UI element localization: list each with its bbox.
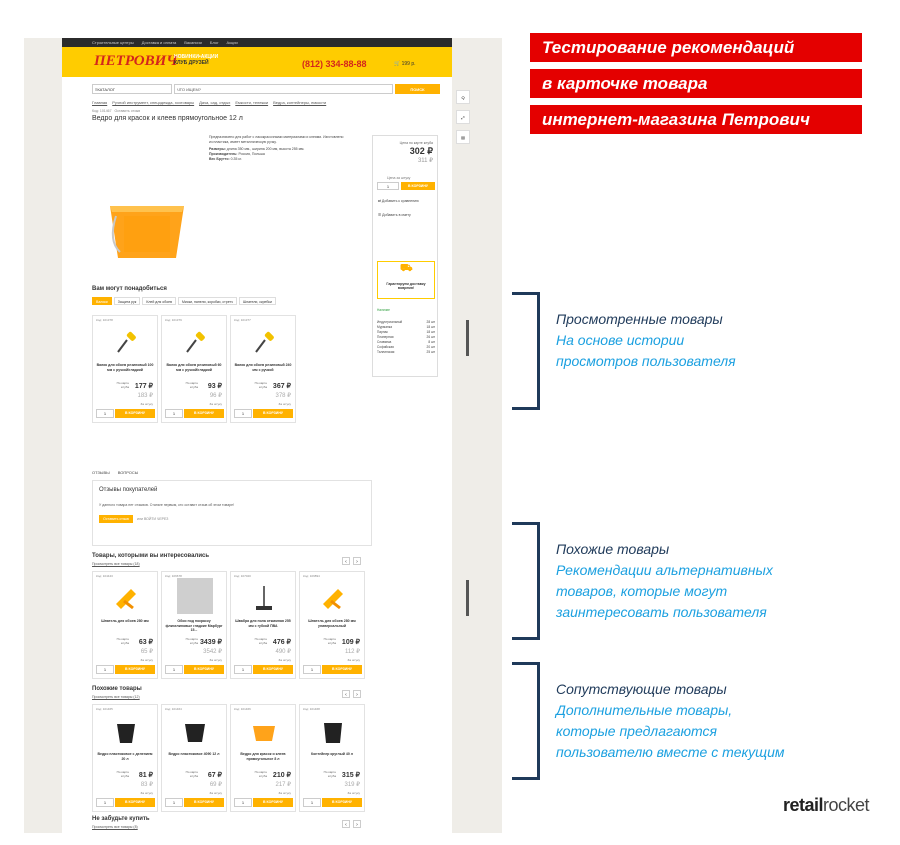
tab-glue[interactable]: Клей для обоев bbox=[142, 297, 176, 305]
card-code: Код: 101378 bbox=[96, 318, 113, 322]
card-old-price: 183 ₽ bbox=[137, 393, 153, 399]
callout-title: Похожие товары bbox=[556, 541, 670, 557]
card-club-label: По карте клуба bbox=[185, 770, 198, 778]
prev-arrow-icon[interactable]: ‹ bbox=[342, 690, 350, 698]
spatula-image[interactable] bbox=[320, 586, 346, 612]
social-login-link[interactable]: ВОЙТИ ЧЕРЕЗ bbox=[143, 517, 169, 521]
card-club-label: По карте клуба bbox=[185, 637, 198, 645]
search-row bbox=[92, 84, 440, 94]
reviews-title: Отзывы покупателей bbox=[99, 487, 158, 493]
quantity-stepper[interactable]: 1 bbox=[234, 409, 252, 418]
callout-title: Сопутствующие товары bbox=[556, 681, 727, 697]
add-to-cart-button[interactable]: В КОРЗИНУ bbox=[322, 798, 362, 807]
promo-club[interactable]: КЛУБ ДРУЗЕЙ bbox=[174, 60, 209, 66]
tab-boxes[interactable]: Миски, панели, коробки, стретч bbox=[178, 297, 237, 305]
bucket-image[interactable] bbox=[182, 719, 208, 745]
print-button[interactable]: Q bbox=[456, 90, 470, 104]
card-unit: За штуку bbox=[209, 791, 222, 795]
breadcrumb-item[interactable]: Ручной инструмент, спецодежда, хозтовары bbox=[112, 100, 195, 105]
top-bar bbox=[62, 38, 452, 47]
card-price: 81 ₽ bbox=[138, 772, 153, 779]
card-club-label: По карте клуба bbox=[116, 770, 129, 778]
store-name: Славянка bbox=[377, 340, 392, 344]
quantity-stepper[interactable]: 1 bbox=[165, 665, 183, 674]
card-price: 367 ₽ bbox=[272, 383, 291, 390]
forget-title: Не забудьте купить bbox=[92, 816, 150, 822]
delivery-guarantee bbox=[377, 261, 435, 299]
side-utility-bar bbox=[456, 90, 470, 150]
headline-line: интернет-магазина Петрович bbox=[530, 105, 862, 134]
product-card[interactable] bbox=[230, 704, 296, 812]
callout-desc: Дополнительные товары, bbox=[556, 702, 733, 718]
add-to-cart-button[interactable]: В КОРЗИНУ bbox=[253, 409, 293, 418]
tab-questions[interactable]: ВОПРОСЫ bbox=[117, 470, 139, 475]
search-input[interactable]: ЧТО ИЩЕМ? bbox=[174, 84, 393, 94]
store-name: Софийская bbox=[377, 345, 394, 349]
card-price: 315 ₽ bbox=[341, 772, 360, 779]
wallpaper-image[interactable] bbox=[170, 578, 220, 614]
card-name[interactable]: Контейнер круглый 40 л bbox=[311, 752, 353, 756]
card-club-label: По карте клуба bbox=[185, 381, 198, 389]
availability-table bbox=[377, 308, 435, 355]
callout-desc: Рекомендации альтернативных bbox=[556, 562, 773, 578]
site-header bbox=[62, 47, 452, 77]
store-qty: 8 шт bbox=[428, 340, 435, 344]
card-code: Код: 101466 bbox=[234, 707, 251, 711]
add-to-cart-button[interactable]: В КОРЗИНУ bbox=[253, 665, 293, 674]
product-code bbox=[92, 109, 140, 113]
card-unit: За штуку bbox=[209, 658, 222, 662]
card-name[interactable]: Швабра для пола отжимная 255 мм с губкой ПВА bbox=[235, 619, 291, 628]
card-club-label: По карте клуба bbox=[116, 381, 129, 389]
next-arrow-icon[interactable]: › bbox=[353, 690, 361, 698]
card-name[interactable]: Ведро для красок и клеев прямоугольное 8 л bbox=[240, 752, 286, 761]
estimate-label: Добавить в смету bbox=[382, 213, 411, 217]
card-club-label: По карте клуба bbox=[254, 381, 267, 389]
store-name: Мурманка bbox=[377, 325, 392, 329]
topbar-link[interactable]: Вакансии bbox=[184, 40, 202, 45]
card-club-label: По карте клуба bbox=[323, 637, 336, 645]
card-code: Код: 106678 bbox=[165, 574, 182, 578]
forget-arrows bbox=[342, 820, 361, 828]
topbar-link[interactable]: Доставка и оплата bbox=[141, 40, 177, 45]
card-club-label: По карте клуба bbox=[254, 770, 267, 778]
reviews-box bbox=[92, 480, 372, 546]
card-code: Код: 101468 bbox=[303, 707, 320, 711]
review-link[interactable]: Оставить отзыв bbox=[114, 109, 141, 113]
card-price: 93 ₽ bbox=[207, 383, 222, 390]
page-title: Ведро для красок и клеев прямоугольное 12 л bbox=[92, 115, 243, 122]
site-logo[interactable]: ПЕТРОВИЧ bbox=[94, 53, 178, 69]
card-unit: За штуку bbox=[278, 402, 291, 406]
phone-number: (812) 334-88-88 bbox=[302, 59, 367, 69]
expand-icon[interactable]: ⤢ bbox=[456, 110, 470, 124]
quantity-stepper[interactable]: 1 bbox=[165, 409, 183, 418]
callout-desc: заинтересовать пользователя bbox=[556, 604, 767, 620]
card-price: 210 ₽ bbox=[272, 772, 291, 779]
card-unit: За штуку bbox=[278, 658, 291, 662]
login-option bbox=[137, 517, 168, 521]
product-card[interactable] bbox=[230, 571, 296, 679]
card-old-price: 490 ₽ bbox=[275, 649, 291, 655]
truck-icon: ⛟ bbox=[400, 263, 413, 274]
card-code: Код: 101465 bbox=[96, 707, 113, 711]
next-arrow-icon[interactable]: › bbox=[353, 820, 361, 828]
forget-all-link[interactable]: Просмотреть все товары (8) bbox=[92, 825, 138, 829]
or-label: или bbox=[137, 517, 143, 521]
callout-title: Просмотренные товары bbox=[556, 311, 723, 327]
cart-total-value: 199 р. bbox=[401, 61, 416, 67]
card-unit: За штуку bbox=[278, 791, 291, 795]
quantity-stepper[interactable]: 1 bbox=[96, 665, 114, 674]
add-to-cart-button[interactable]: В КОРЗИНУ bbox=[322, 665, 362, 674]
add-to-cart-button[interactable]: В КОРЗИНУ bbox=[184, 798, 224, 807]
card-price: 476 ₽ bbox=[272, 639, 291, 646]
similar-title: Похожие товары bbox=[92, 686, 142, 692]
quantity-stepper[interactable]: 1 bbox=[377, 182, 399, 190]
spatula-image[interactable] bbox=[113, 586, 139, 612]
card-code: Код: 101464 bbox=[165, 707, 182, 711]
store-name: Таллинская bbox=[377, 350, 395, 354]
bracket-related bbox=[512, 662, 540, 780]
card-club-label: По карте клуба bbox=[254, 637, 267, 645]
card-old-price: 65 ₽ bbox=[140, 649, 153, 655]
store-qty: 26 шт bbox=[426, 335, 435, 339]
headline-line: в карточке товара bbox=[530, 69, 862, 98]
card-unit: За штуку bbox=[140, 402, 153, 406]
card-code: Код: 107020 bbox=[234, 574, 251, 578]
viewed-all-link[interactable]: Просмотреть все товары (18) bbox=[92, 562, 140, 566]
store-name: Планерная bbox=[377, 335, 394, 339]
spec-maker-label: Производитель: bbox=[209, 152, 238, 156]
store-qty: 28 шт bbox=[426, 320, 435, 324]
breadcrumb-item[interactable]: Емкости, тележки bbox=[235, 100, 269, 105]
card-unit: За штуку bbox=[140, 791, 153, 795]
viewed-arrows bbox=[342, 557, 361, 565]
compare-icon: ⇄ bbox=[378, 199, 381, 203]
store-name: Парнас bbox=[377, 330, 388, 334]
catalog-label: КАТАЛОГ bbox=[97, 86, 115, 92]
card-name[interactable]: Валик для обоев резиновый 100 мм с ручкой/гладкий bbox=[96, 363, 154, 372]
store-qty: 25 шт bbox=[426, 350, 435, 354]
card-old-price: 3542 ₽ bbox=[203, 649, 222, 655]
product-page bbox=[62, 38, 452, 833]
scrollbar-thumb[interactable] bbox=[466, 320, 469, 356]
card-price: 177 ₽ bbox=[134, 383, 153, 390]
card-code: Код: 109894 bbox=[303, 574, 320, 578]
card-price: 3439 ₽ bbox=[200, 639, 222, 646]
roller-image[interactable] bbox=[182, 330, 208, 356]
bucket-image[interactable] bbox=[320, 719, 346, 745]
card-name[interactable]: Шпатель для обоев 280 мм универсальный bbox=[308, 619, 356, 628]
quantity-stepper[interactable]: 1 bbox=[234, 665, 252, 674]
product-image[interactable] bbox=[102, 186, 192, 266]
callout-similar bbox=[556, 539, 773, 623]
card-old-price: 69 ₽ bbox=[209, 782, 222, 788]
product-card[interactable] bbox=[161, 315, 227, 423]
promo-new[interactable]: НОВИНКИ bbox=[174, 54, 199, 60]
card-unit: За штуку bbox=[347, 791, 360, 795]
cart-icon: 🛒 bbox=[394, 61, 401, 67]
club-price: 302 ₽ bbox=[409, 146, 433, 156]
need-cards bbox=[92, 315, 296, 423]
callout-related bbox=[556, 679, 784, 763]
add-to-cart-button[interactable]: В КОРЗИНУ bbox=[115, 798, 155, 807]
estimate-link[interactable] bbox=[378, 213, 411, 217]
logo-bold: retail bbox=[783, 795, 824, 815]
bracket-viewed bbox=[512, 292, 540, 410]
product-code-value: Код: 101467 bbox=[92, 109, 112, 113]
reviews-empty: У данного товара нет отзывов. Станьте первым, кто оставит отзыв об этом товаре! bbox=[99, 503, 235, 507]
quantity-stepper[interactable]: 1 bbox=[303, 798, 321, 807]
callout-viewed bbox=[556, 309, 736, 372]
cart-total[interactable] bbox=[394, 61, 416, 67]
tab-spatulas[interactable]: Шпатели, скребки bbox=[239, 297, 276, 305]
spec-size: длина 350 мм., ширина 200 мм, высота 255 мм. bbox=[226, 147, 305, 151]
viewed-cards bbox=[92, 571, 365, 679]
store-row bbox=[377, 350, 435, 355]
card-name[interactable]: Ведро пластиковое с делением 20 л bbox=[97, 752, 153, 761]
quantity-stepper[interactable]: 1 bbox=[96, 798, 114, 807]
quantity-stepper[interactable]: 1 bbox=[96, 409, 114, 418]
card-code: Код: 101379 bbox=[165, 318, 182, 322]
viewed-title: Товары, которыми вы интересовались bbox=[92, 553, 210, 559]
card-price: 109 ₽ bbox=[341, 639, 360, 646]
product-card[interactable] bbox=[230, 315, 296, 423]
logo-light: rocket bbox=[823, 795, 870, 815]
callout-desc: пользователю вместе с текущим bbox=[556, 744, 785, 760]
card-old-price: 83 ₽ bbox=[140, 782, 153, 788]
bucket-image[interactable] bbox=[113, 719, 139, 745]
next-arrow-icon[interactable]: › bbox=[353, 557, 361, 565]
headline-line: Тестирование рекомендаций bbox=[530, 33, 862, 62]
callout-desc: На основе истории bbox=[556, 332, 685, 348]
add-to-cart-button[interactable]: В КОРЗИНУ bbox=[115, 665, 155, 674]
club-price-label: Цена по карте клуба bbox=[399, 141, 433, 145]
tab-reviews[interactable]: ОТЗЫВЫ bbox=[92, 470, 110, 475]
promo-sales[interactable]: АКЦИИ bbox=[200, 54, 219, 60]
breadcrumb-item[interactable]: Ведра, контейнеры, емкости bbox=[273, 100, 327, 105]
similar-all-link[interactable]: Просмотреть все товары (12) bbox=[92, 695, 140, 699]
add-to-cart-button[interactable]: В КОРЗИНУ bbox=[401, 182, 435, 190]
product-card[interactable] bbox=[92, 704, 158, 812]
add-to-cart-button[interactable]: В КОРЗИНУ bbox=[253, 798, 293, 807]
card-name[interactable]: Шпатель для обоев 280 мм bbox=[101, 619, 149, 623]
retailrocket-logo bbox=[783, 795, 869, 816]
card-name[interactable]: Валик для обоев резиновый 60 мм с ручкой/гладкий bbox=[166, 363, 222, 372]
store-qty: 18 шт bbox=[426, 325, 435, 329]
product-description bbox=[209, 135, 344, 162]
search-button[interactable]: ПОИСК bbox=[395, 84, 440, 94]
spec-size-label: Размеры: bbox=[209, 147, 226, 151]
spec-maker: Россия, Польша bbox=[238, 152, 265, 156]
add-to-cart-button[interactable]: В КОРЗИНУ bbox=[115, 409, 155, 418]
quantity-stepper[interactable]: 1 bbox=[303, 665, 321, 674]
spec-weight-label: Вес Брутто: bbox=[209, 157, 230, 161]
card-name[interactable]: Ведро пластиковое 4090 12 л bbox=[168, 752, 220, 756]
product-card[interactable] bbox=[161, 704, 227, 812]
card-club-label: По карте клуба bbox=[116, 637, 129, 645]
card-name[interactable]: Валик для обоев резиновый 240 мм с ручкой bbox=[234, 363, 292, 372]
card-unit: За штуку bbox=[347, 658, 360, 662]
guarantee-text: Гарантируем доставку вовремя! bbox=[386, 282, 426, 290]
compare-label: Добавить к сравнению bbox=[381, 199, 419, 203]
card-price: 67 ₽ bbox=[207, 772, 222, 779]
tab-rollers[interactable]: Валики bbox=[92, 297, 112, 305]
mop-image[interactable] bbox=[251, 586, 277, 612]
need-tabs bbox=[92, 297, 276, 305]
topbar-link[interactable]: Блог bbox=[209, 40, 219, 45]
store-qty: 18 шт bbox=[426, 330, 435, 334]
tab-gloves[interactable]: Защита рук bbox=[114, 297, 141, 305]
callout-desc: товаров, которые могут bbox=[556, 583, 728, 599]
description-text: Предназначено для работ с лакокрасочными материалами и клеями. Изготовлено из пластика, имеет металлическую ручку. bbox=[209, 135, 344, 144]
product-card[interactable] bbox=[92, 315, 158, 423]
topbar-link[interactable]: Акции bbox=[226, 40, 238, 45]
product-card[interactable] bbox=[299, 704, 365, 812]
spec-weight: 0.35 кг. bbox=[230, 157, 242, 161]
card-old-price: 217 ₽ bbox=[275, 782, 291, 788]
reviews-block bbox=[92, 470, 372, 548]
product-card[interactable] bbox=[92, 571, 158, 679]
topbar-link[interactable]: Строительные центры bbox=[92, 40, 134, 45]
quantity-stepper[interactable]: 1 bbox=[234, 798, 252, 807]
header-promo: НОВИНКИ•АКЦИИ КЛУБ ДРУЗЕЙ bbox=[174, 54, 219, 66]
add-to-cart-button[interactable]: В КОРЗИНУ bbox=[184, 409, 224, 418]
similar-arrows bbox=[342, 690, 361, 698]
prev-arrow-icon[interactable]: ‹ bbox=[342, 820, 350, 828]
card-code: Код: 104443 bbox=[96, 574, 113, 578]
availability-title: Наличие bbox=[377, 308, 390, 312]
add-to-cart-button[interactable]: В КОРЗИНУ bbox=[184, 665, 224, 674]
card-unit: За штуку bbox=[209, 402, 222, 406]
roller-image[interactable] bbox=[251, 330, 277, 356]
need-title: Вам могут понадобиться bbox=[92, 286, 167, 292]
chat-icon[interactable]: ▤ bbox=[456, 130, 470, 144]
product-card[interactable] bbox=[299, 571, 365, 679]
price-unit: Цена за штуку bbox=[387, 176, 411, 180]
store-qty: 20 шт bbox=[426, 345, 435, 349]
breadcrumb-item[interactable]: Дача, сад, отдых bbox=[199, 100, 231, 105]
scrollbar-thumb[interactable] bbox=[466, 580, 469, 616]
buy-box bbox=[372, 135, 438, 377]
reviews-tabs bbox=[92, 470, 372, 475]
quantity-stepper[interactable]: 1 bbox=[165, 798, 183, 807]
bucket-image[interactable] bbox=[251, 719, 277, 745]
product-card[interactable] bbox=[161, 571, 227, 679]
card-code: Код: 101377 bbox=[234, 318, 251, 322]
roller-image[interactable] bbox=[113, 330, 139, 356]
store-name: Индустриальный bbox=[377, 320, 403, 324]
card-price: 63 ₽ bbox=[138, 639, 153, 646]
similar-cards bbox=[92, 704, 365, 812]
card-old-price: 96 ₽ bbox=[209, 393, 222, 399]
catalog-button[interactable]: ≡ КАТАЛОГ bbox=[92, 84, 172, 94]
bracket-similar bbox=[512, 522, 540, 640]
callout-desc: просмотров пользователя bbox=[556, 353, 736, 369]
regular-price: 311 ₽ bbox=[417, 158, 433, 164]
prev-arrow-icon[interactable]: ‹ bbox=[342, 557, 350, 565]
compare-link[interactable] bbox=[378, 199, 419, 203]
breadcrumb-item[interactable]: Главная bbox=[92, 100, 108, 105]
card-unit: За штуку bbox=[140, 658, 153, 662]
card-old-price: 378 ₽ bbox=[275, 393, 291, 399]
card-old-price: 112 ₽ bbox=[344, 649, 360, 655]
breadcrumb bbox=[92, 100, 326, 105]
card-old-price: 319 ₽ bbox=[344, 782, 360, 788]
list-icon: ☰ bbox=[378, 213, 382, 217]
write-review-button[interactable]: Оставить отзыв bbox=[99, 515, 133, 523]
card-club-label: По карте клуба bbox=[323, 770, 336, 778]
callout-desc: которые предлагаются bbox=[556, 723, 718, 739]
card-name[interactable]: Обои под покраску флизелиновые гладкие Марбург 15... bbox=[165, 619, 223, 632]
